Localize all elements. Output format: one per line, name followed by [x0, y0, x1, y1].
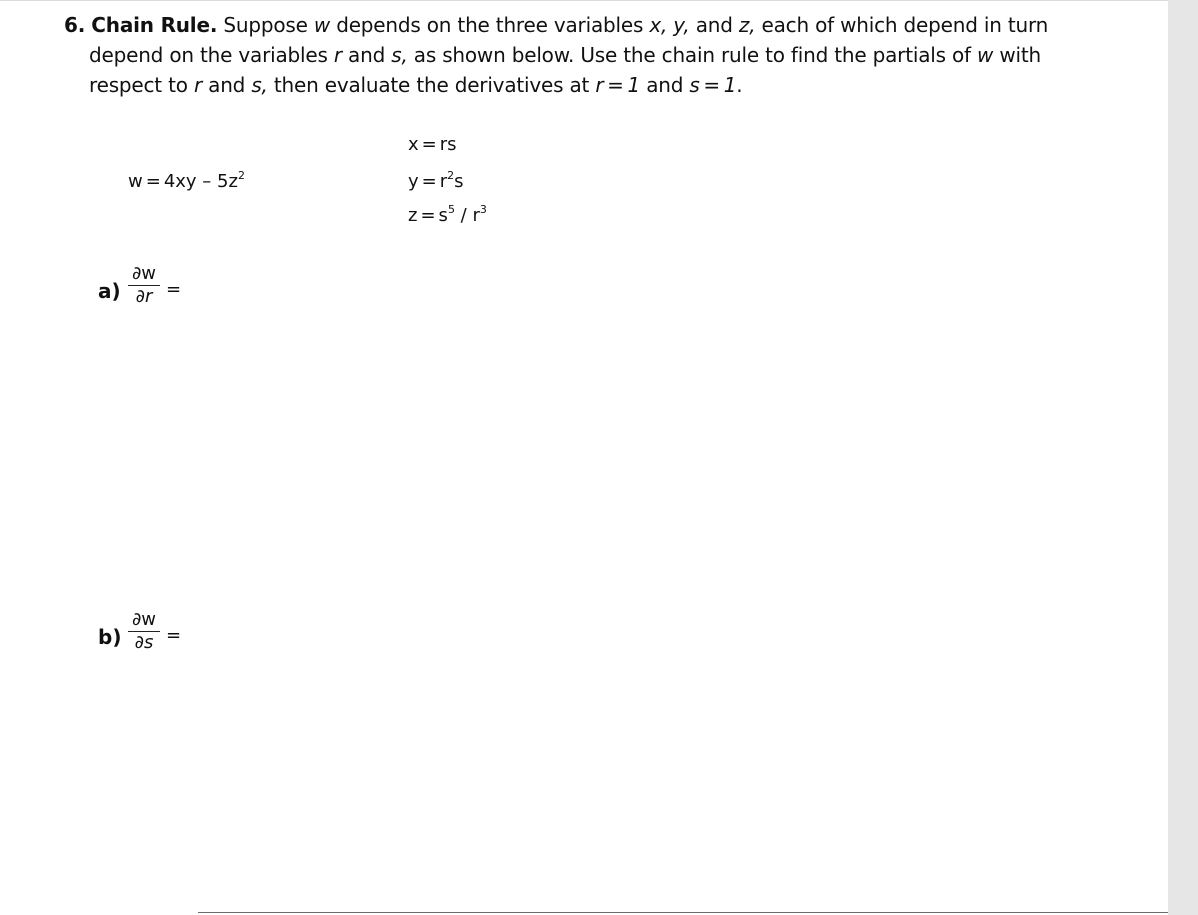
eval-s-value: s = 1: [689, 73, 737, 97]
page-bottom-rule: [198, 912, 1168, 913]
eval-r-value: r = 1: [595, 73, 641, 97]
problem-line-3: respect to r and s, then evaluate the derivatives at r = 1 and s = 1.: [89, 73, 743, 97]
page-top-edge: [0, 0, 1168, 1]
part-a-equals: =: [166, 279, 182, 300]
fraction-numerator: ∂w: [131, 263, 157, 284]
fraction-denominator: ∂r: [135, 286, 153, 307]
partial-w-r-fraction: [128, 264, 160, 307]
equation-z: $z = s^5 / r^3$: [408, 203, 487, 226]
equation-x: x = rs: [408, 134, 457, 155]
equation-w: $w = 4xy - 5z^2$: [128, 169, 245, 192]
part-a-label: a): [98, 279, 121, 303]
part-b-equals: =: [166, 625, 182, 646]
partial-w-s-fraction: [128, 610, 160, 653]
problem-line-2: depend on the variables r and s, as shown below. Use the chain rule to find the partials of w with: [89, 43, 1041, 67]
fraction-denominator: ∂s: [134, 632, 154, 653]
problem-title: Chain Rule.: [91, 13, 218, 37]
equation-y: $y = r^2s$: [408, 169, 464, 192]
part-b-label: b): [98, 625, 122, 649]
problem-number: 6.: [64, 13, 86, 37]
problem-line-1: 6. Chain Rule. Suppose w depends on the three variables x, y, and z, each of which depend in turn: [64, 13, 1049, 37]
scrollbar-gutter[interactable]: [1168, 0, 1198, 915]
fraction-numerator: ∂w: [131, 609, 157, 630]
problem-statement: [64, 10, 1064, 100]
